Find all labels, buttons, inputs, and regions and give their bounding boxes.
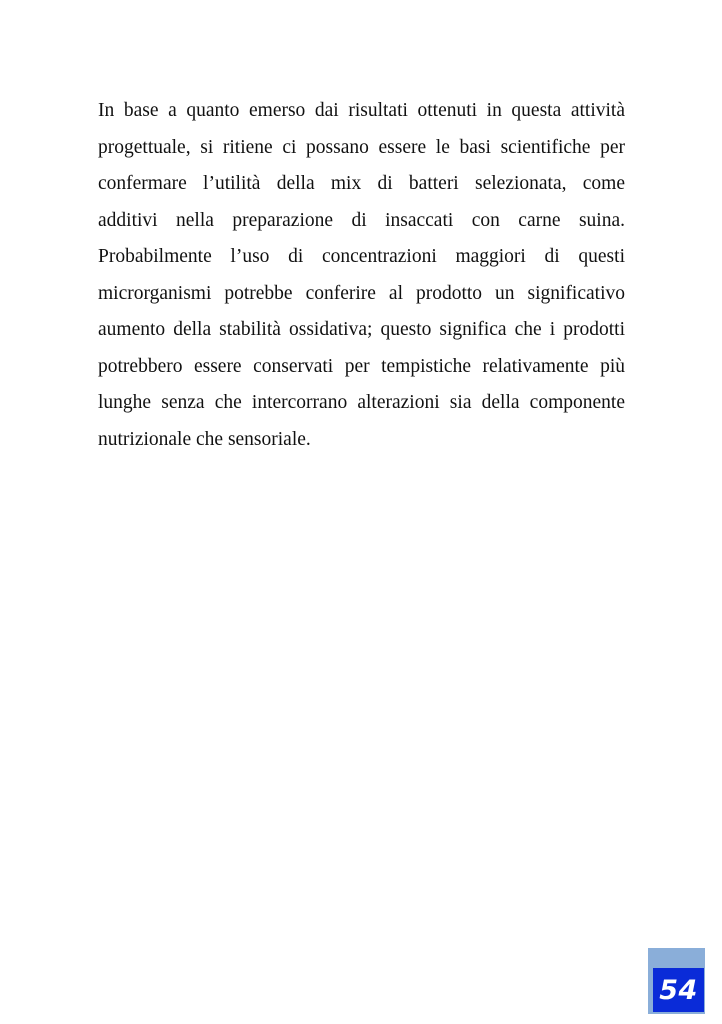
paragraph-line: aumento della stabilità ossidativa; questo significa che i prodotti xyxy=(98,319,625,340)
paragraph-line: microrganismi potrebbe conferire al prodotto un significativo xyxy=(98,282,625,304)
paragraph-line: Probabilmente l’uso di concentrazioni maggiori di questi xyxy=(98,246,625,267)
page-number-badge xyxy=(653,968,704,1012)
paragraph-line: additivi nella preparazione di insaccati con carne suina. xyxy=(98,209,625,231)
paragraph-line: confermare l’utilità della mix di batteri selezionata, come xyxy=(98,173,625,194)
paragraph-line: potrebbero essere conservati per tempistiche relativamente più xyxy=(98,355,625,377)
paragraph-line: In base a quanto emerso dai risultati ottenuti in questa attività xyxy=(98,100,625,121)
paragraph-line: lunghe senza che intercorrano alterazioni sia della componente xyxy=(98,392,625,413)
paragraph-line: nutrizionale che sensoriale. xyxy=(98,428,311,450)
page-number: 54 xyxy=(659,974,698,1006)
paragraph-line: progettuale, si ritiene ci possano essere le basi scientifiche per xyxy=(98,136,625,158)
body-paragraph xyxy=(98,93,625,458)
